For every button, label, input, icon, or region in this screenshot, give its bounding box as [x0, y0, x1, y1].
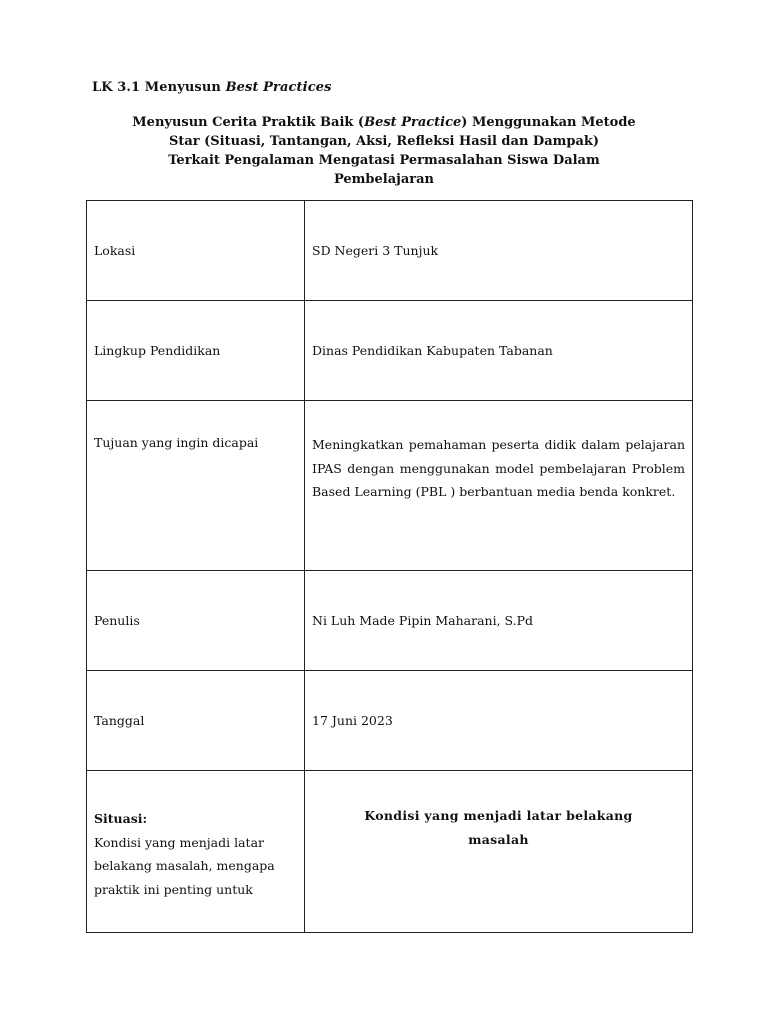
situasi-line-1: Kondisi yang menjadi latar: [94, 834, 265, 850]
table-row-situasi: [87, 771, 693, 933]
row-value: Meningkatkan pemahaman peserta didik dalam pelajaran IPAS dengan menggunakan model pembelajaran Problem Based Learning (PBL ) berbantuan media benda konkret.: [312, 437, 685, 499]
situasi-heading: Situasi:: [94, 811, 148, 826]
worksheet-label-text: LK 3.1 Menyusun: [92, 80, 226, 95]
value-cell: [305, 401, 693, 571]
value-cell: [305, 201, 693, 301]
label-cell: [87, 301, 305, 401]
label-cell: [87, 771, 305, 933]
best-practice-table: [86, 200, 693, 933]
title-line-3: Terkait Pengalaman Mengatasi Permasalahan Siswa Dalam: [168, 153, 600, 168]
situasi-description: [87, 771, 304, 901]
situasi-answer-line-2: masalah: [468, 831, 529, 847]
row-value: SD Negeri 3 Tunjuk: [312, 243, 439, 258]
label-cell: [87, 571, 305, 671]
title-line-1b: ) Menggunakan Metode: [461, 115, 636, 130]
situasi-answer-line-1: Kondisi yang menjadi latar belakang: [364, 808, 633, 823]
row-label: Lokasi: [94, 243, 136, 258]
row-value: 17 Juni 2023: [312, 713, 393, 728]
row-label: Penulis: [94, 613, 140, 628]
situasi-answer: [305, 771, 692, 851]
label-cell: [87, 401, 305, 571]
table-row-lokasi: [87, 201, 693, 301]
value-cell: [305, 771, 693, 933]
row-value: Ni Luh Made Pipin Maharani, S.Pd: [312, 613, 534, 628]
table-row-tujuan: [87, 401, 693, 571]
row-label: Lingkup Pendidikan: [94, 343, 221, 358]
table-row-penulis: [87, 571, 693, 671]
title-line-4: Pembelajaran: [333, 172, 435, 187]
value-cell: [305, 671, 693, 771]
title-line-1-italic: Best Practice: [364, 115, 462, 130]
worksheet-label: [92, 80, 332, 95]
table-row-lingkup: [87, 301, 693, 401]
value-cell: [305, 301, 693, 401]
table-row-tanggal: [87, 671, 693, 771]
situasi-line-2: belakang masalah, mengapa: [94, 858, 275, 873]
row-label: Tujuan yang ingin dicapai: [94, 435, 259, 450]
document-title: [90, 113, 678, 189]
worksheet-label-italic: Best Practices: [225, 80, 332, 95]
row-label: Tanggal: [94, 713, 145, 728]
situasi-line-3: praktik ini penting untuk: [94, 881, 253, 897]
row-value: Dinas Pendidikan Kabupaten Tabanan: [312, 343, 553, 358]
label-cell: [87, 201, 305, 301]
title-line-1: [90, 113, 678, 132]
label-cell: [87, 671, 305, 771]
title-line-1a: Menyusun Cerita Praktik Baik (: [132, 115, 365, 130]
value-cell: [305, 571, 693, 671]
title-line-2: Star (Situasi, Tantangan, Aksi, Refleksi Hasil dan Dampak): [168, 134, 600, 149]
